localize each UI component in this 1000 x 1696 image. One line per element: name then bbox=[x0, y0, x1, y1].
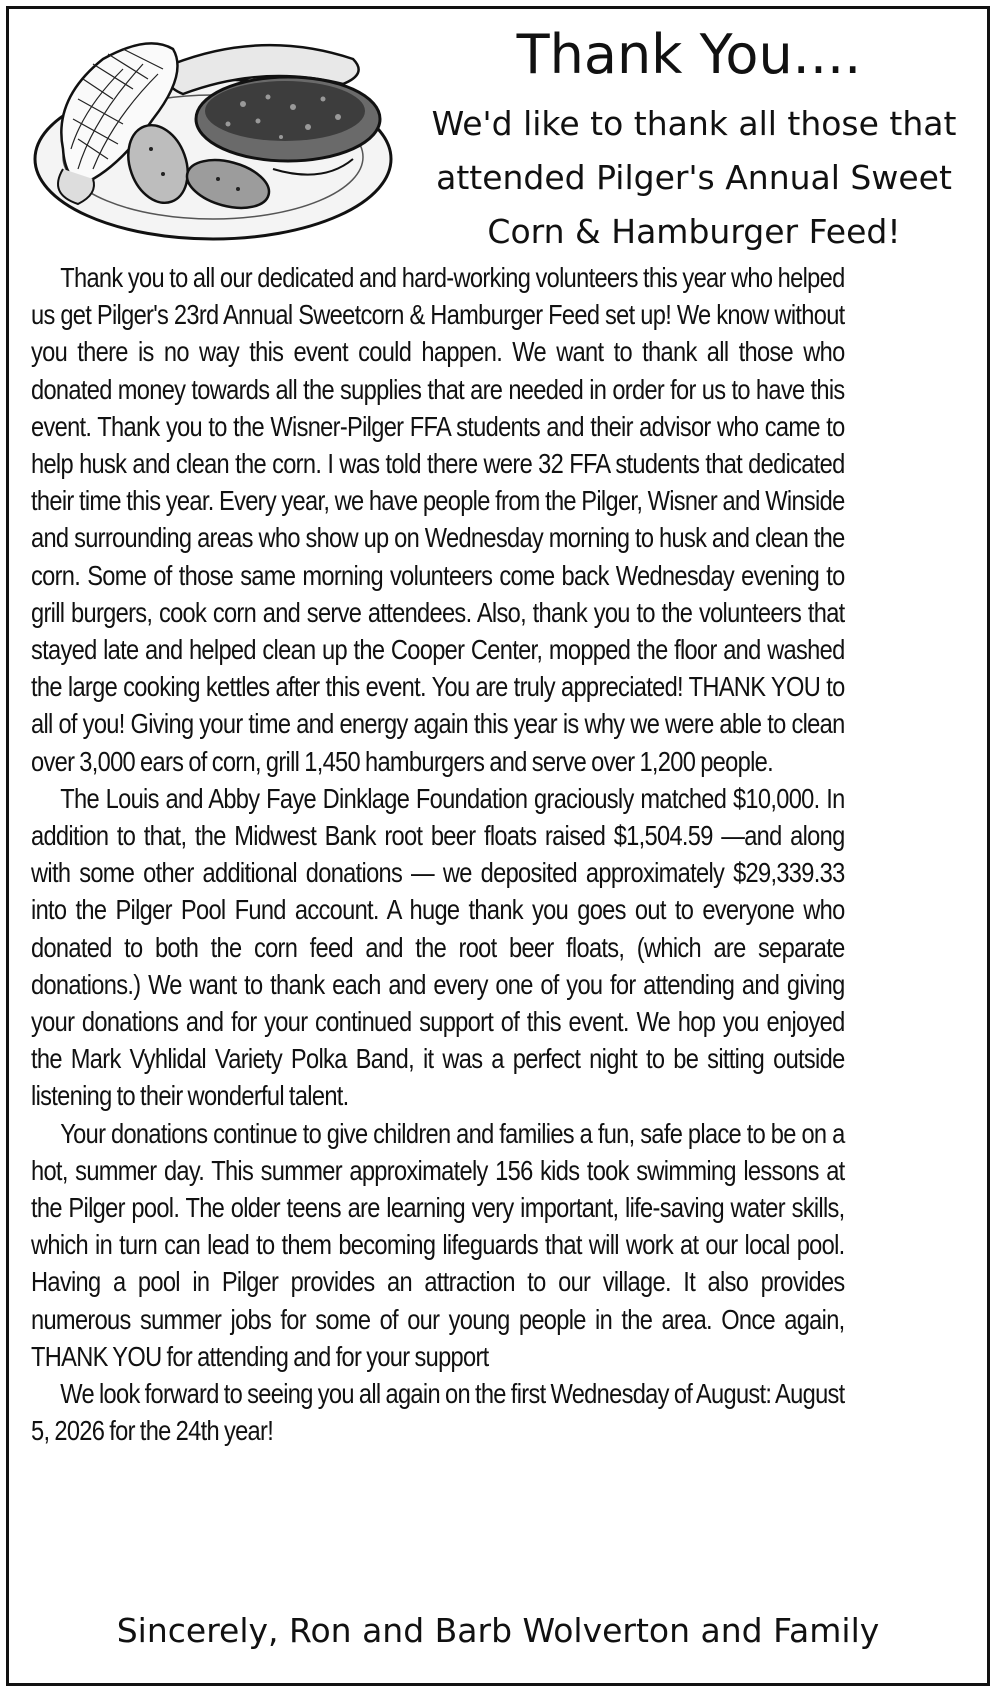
ad-subtitle: We'd like to thank all those that attended Pilger's Annual Sweet Corn & Hamburger Feed! bbox=[431, 104, 957, 251]
ad-body bbox=[31, 259, 845, 1450]
signature: Sincerely, Ron and Barb Wolverton and Family bbox=[116, 1611, 880, 1650]
body-paragraph: Your donations continue to give children and families a fun, safe place to be on a hot, summer day. This summer approximately 156 kids took swimming lessons at the Pilger pool. The older teens are learning very important, life-saving water skills, which in turn can lead to them becoming lifeguards that will work at our local pool. Having a pool in Pilger provides an attraction to our village. It also provides numerous summer jobs for some of our young people in the area. Once again, THANK YOU for attending and for your support bbox=[31, 1117, 845, 1372]
body-paragraph: We look forward to seeing you all again on the first Wednesday of August: August 5, 2026 for the 24th year! bbox=[31, 1378, 845, 1447]
body-paragraph: The Louis and Abby Faye Dinklage Foundation graciously matched $10,000. In addition to that, the Midwest Bank root beer floats raised $1,504.59 —and along with some other additional donations — we deposited approximately $29,339.33 into the Pilger Pool Fund account. A huge thank you goes out to everyone who donated to both the corn feed and the root beer floats, (which are separate donations.) We want to thank each and every one of you for attending and giving your donations and for your continued support of this event. We hop you enjoyed the Mark Vyhlidal Variety Polka Band, it was a perfect night to be sitting outside listening to their wonderful talent. bbox=[31, 782, 845, 1112]
ad-title: Thank You.... bbox=[516, 23, 862, 86]
body-paragraph: Thank you to all our dedicated and hard-working volunteers this year who helped us get Pilger's 23rd Annual Sweetcorn & Hamburger Feed set up! We know without you there is no way this event could happen. We want to thank all those who donated money towards all the supplies that are needed in order for us to have this event. Thank you to the Wisner-Pilger FFA students and their advisor who came to help husk and clean the corn. I was told there were 32 FFA students that dedicated their time this year. Every year, we have people from the Pilger, Wisner and Winside and surrounding areas who show up on Wednesday morning to husk and clean the corn. Some of those same morning volunteers come back Wednesday evening to grill burgers, cook corn and serve attendees. Also, thank you to the volunteers that stayed late and helped clean up the Cooper Center, mopped the floor and washed the large cooking kettles after this event. You are truly appreciated! THANK YOU to all of you! Giving your time and energy again this year is why we were able to clean over 3,000 ears of corn, grill 1,450 hamburgers and serve over 1,200 people. bbox=[31, 262, 845, 777]
thank-you-advertisement bbox=[6, 6, 990, 1686]
hamburger-patty bbox=[196, 77, 380, 161]
sweet-corn-and-burger-plate-icon bbox=[23, 19, 403, 249]
